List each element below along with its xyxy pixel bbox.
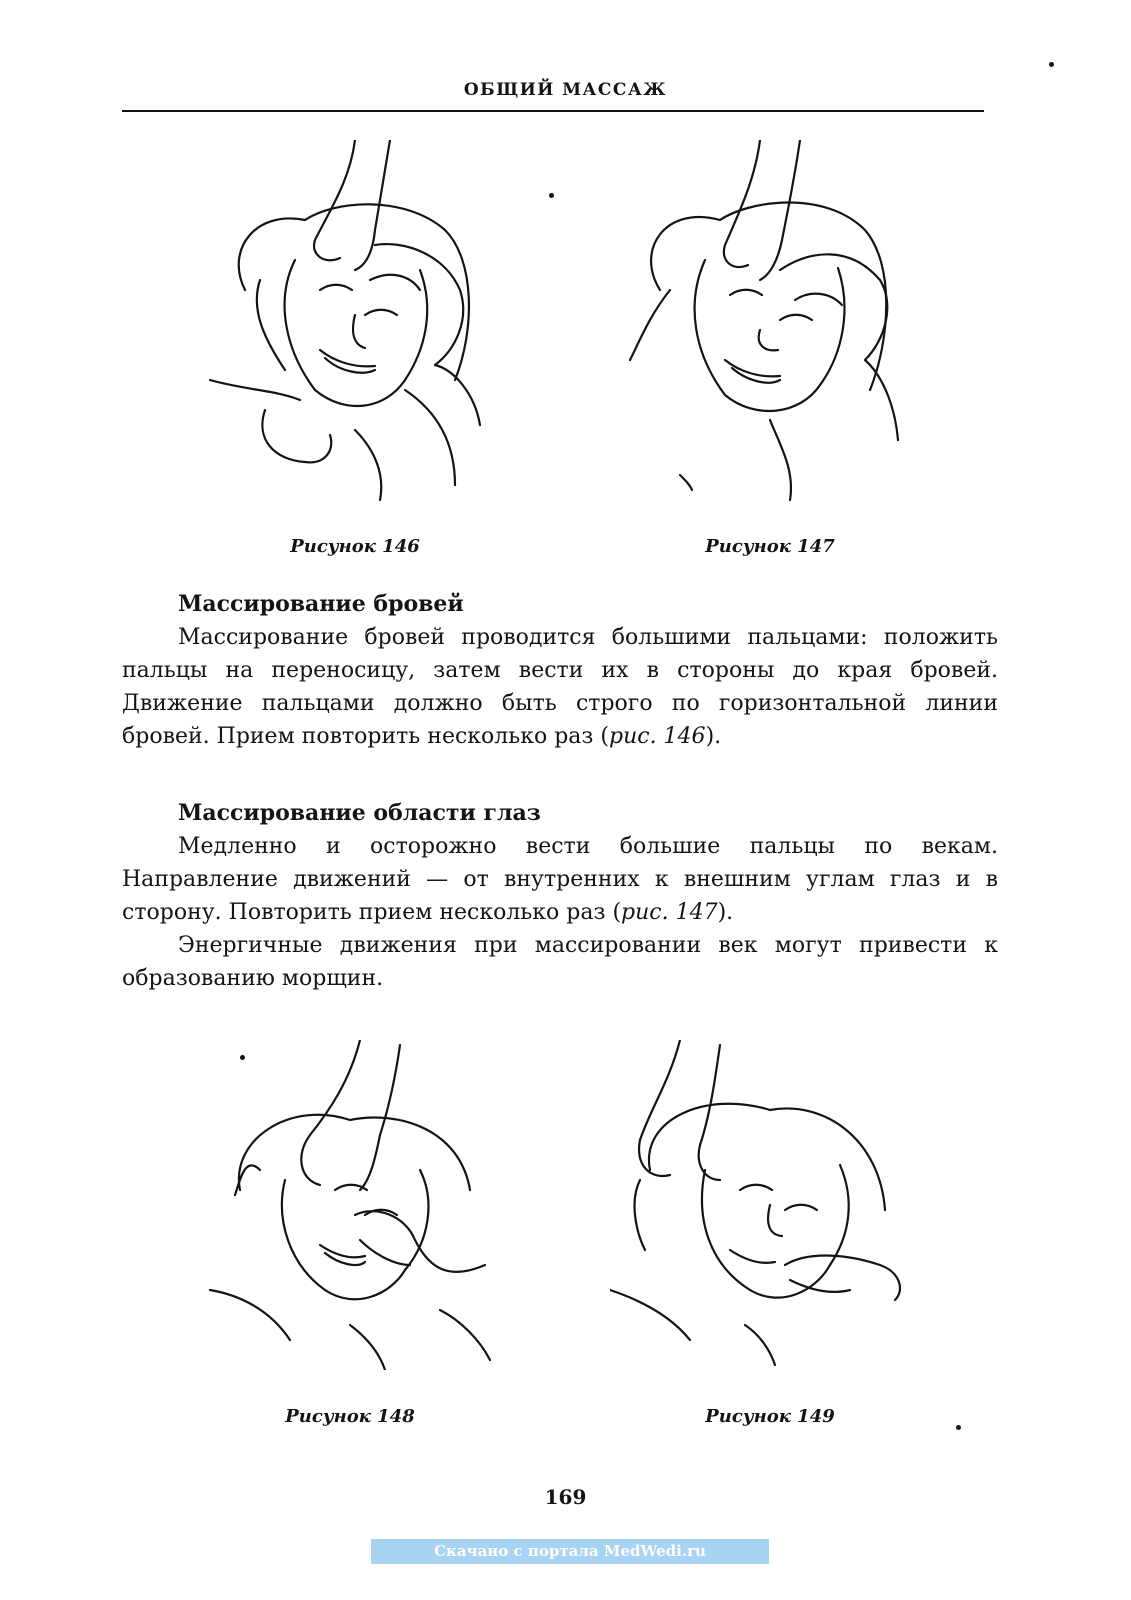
figure-147-caption: Рисунок 147 bbox=[705, 536, 835, 557]
scan-speck bbox=[549, 193, 554, 198]
paragraph-eyes-tail: ). bbox=[717, 900, 734, 925]
main-text bbox=[122, 588, 998, 995]
figure-148 bbox=[200, 1040, 500, 1427]
figure-146-illustration bbox=[205, 140, 495, 510]
figure-149-illustration bbox=[610, 1040, 910, 1370]
figure-148-illustration bbox=[200, 1040, 500, 1370]
running-title: ОБЩИЙ МАССАЖ bbox=[463, 80, 668, 100]
paragraph-brows bbox=[122, 621, 998, 753]
page-number: 169 bbox=[544, 1485, 587, 1509]
download-watermark: Скачано с портала MedWedi.ru bbox=[371, 1539, 769, 1564]
figure-147-illustration bbox=[620, 140, 910, 510]
figure-149 bbox=[610, 1040, 910, 1427]
scan-speck bbox=[956, 1425, 961, 1430]
paragraph-wrinkles-text: Энергичные движения при массировании век могут привести к образованию морщин. bbox=[122, 933, 998, 991]
paragraph-brows-tail: ). bbox=[705, 724, 722, 749]
section-title-eyes: Массирование области глаз bbox=[178, 800, 541, 826]
paragraph-brows-text: Массирование бровей проводится большими пальцами: положить пальцы на переносицу, затем вести их в стороны до края бровей. Движение пальцами должно быть строго по горизонтальной линии бровей. Прием повторить несколько раз ( bbox=[122, 625, 998, 749]
figure-149-caption: Рисунок 149 bbox=[705, 1406, 835, 1427]
paragraph-wrinkles bbox=[122, 929, 998, 995]
section-title-brows: Массирование бровей bbox=[178, 591, 464, 617]
figure-147 bbox=[620, 140, 910, 557]
paragraph-eyes-text: Медленно и осторожно вести большие пальцы по векам. Направление движений — от внутренних к внешним углам глаз и в сторону. Повторить прием несколько раз ( bbox=[122, 834, 998, 925]
header-rule bbox=[122, 110, 984, 112]
scan-speck bbox=[1049, 62, 1054, 67]
figure-reference: рис. 146 bbox=[609, 724, 706, 749]
scan-speck bbox=[240, 1055, 245, 1060]
figure-146 bbox=[205, 140, 495, 557]
figure-reference: рис. 147 bbox=[621, 900, 718, 925]
figure-146-caption: Рисунок 146 bbox=[290, 536, 420, 557]
paragraph-eyes bbox=[122, 830, 998, 929]
figure-148-caption: Рисунок 148 bbox=[285, 1406, 415, 1427]
